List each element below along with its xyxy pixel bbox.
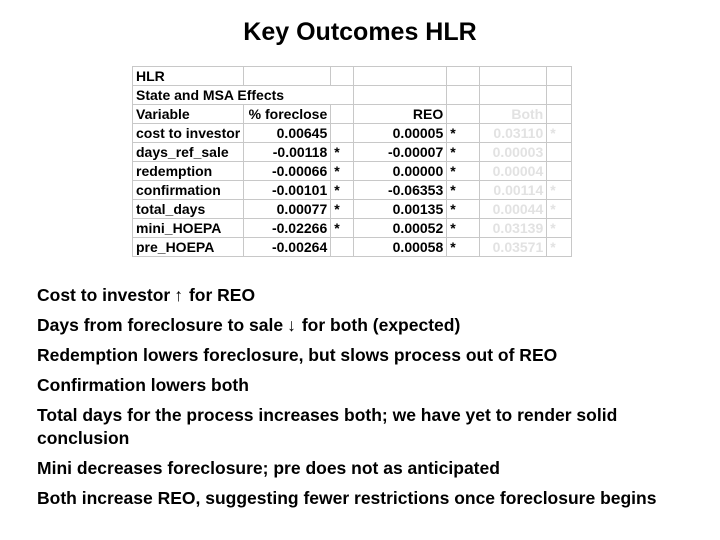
- row-both: 0.00114: [480, 181, 547, 200]
- row-both-star: *: [547, 200, 572, 219]
- row-foreclose-star: [331, 124, 354, 143]
- row-reo-star: *: [447, 219, 480, 238]
- findings-list: [37, 284, 707, 517]
- row-both: 0.03571: [480, 238, 547, 257]
- finding-both: Both increase REO, suggesting fewer restrictions once foreclosure begins: [37, 488, 657, 508]
- finding-text: Cost to investor: [37, 285, 171, 305]
- row-both: 0.00003: [480, 143, 547, 162]
- table-column-headers: [133, 105, 572, 124]
- row-both-star: *: [547, 238, 572, 257]
- row-reo: 0.00058: [354, 238, 447, 257]
- table-row: [133, 162, 572, 181]
- row-foreclose-star: [331, 238, 354, 257]
- results-table: [132, 66, 572, 257]
- finding-days: [37, 314, 707, 337]
- row-foreclose: -0.00118: [244, 143, 331, 162]
- row-reo-star: *: [447, 124, 480, 143]
- row-reo-star: *: [447, 200, 480, 219]
- finding-text: Days from foreclosure to sale: [37, 315, 284, 335]
- table-row: [133, 181, 572, 200]
- col-header-foreclose: % foreclose: [244, 105, 331, 124]
- row-reo-star: *: [447, 143, 480, 162]
- finding-text: for REO: [188, 285, 256, 305]
- row-both-star: *: [547, 181, 572, 200]
- row-both: 0.03139: [480, 219, 547, 238]
- row-both-star: [547, 162, 572, 181]
- table-row: [133, 143, 572, 162]
- row-variable: mini_HOEPA: [133, 219, 244, 238]
- finding-total-days: Total days for the process increases both; we have yet to render solid conclusion: [37, 405, 618, 448]
- row-reo: 0.00135: [354, 200, 447, 219]
- row-reo: -0.06353: [354, 181, 447, 200]
- row-both: 0.03110: [480, 124, 547, 143]
- table-row: [133, 124, 572, 143]
- row-both-star: [547, 143, 572, 162]
- col-header-reo: REO: [354, 105, 447, 124]
- row-foreclose: 0.00077: [244, 200, 331, 219]
- row-both: 0.00044: [480, 200, 547, 219]
- row-reo: -0.00007: [354, 143, 447, 162]
- up-arrow-icon: ↑: [174, 285, 183, 305]
- row-foreclose: -0.00264: [244, 238, 331, 257]
- table-header-effects: State and MSA Effects: [133, 86, 354, 105]
- table-row: [133, 200, 572, 219]
- down-arrow-icon: ↓: [287, 315, 296, 335]
- col-header-both: Both: [480, 105, 547, 124]
- row-foreclose-star: *: [331, 219, 354, 238]
- row-reo: 0.00000: [354, 162, 447, 181]
- finding-confirmation: Confirmation lowers both: [37, 375, 249, 395]
- row-variable: confirmation: [133, 181, 244, 200]
- row-foreclose: -0.02266: [244, 219, 331, 238]
- row-foreclose: -0.00101: [244, 181, 331, 200]
- row-variable: redemption: [133, 162, 244, 181]
- row-foreclose-star: *: [331, 200, 354, 219]
- slide-title: Key Outcomes HLR: [243, 18, 477, 46]
- row-both-star: *: [547, 219, 572, 238]
- table-header-hlr: HLR: [133, 67, 244, 86]
- row-foreclose-star: *: [331, 143, 354, 162]
- row-foreclose-star: *: [331, 162, 354, 181]
- table-header-row: [133, 86, 572, 105]
- finding-text: for both (expected): [301, 315, 461, 335]
- finding-mini-pre: Mini decreases foreclosure; pre does not as anticipated: [37, 458, 500, 478]
- table-header-row: [133, 67, 572, 86]
- row-reo-star: *: [447, 181, 480, 200]
- row-foreclose: -0.00066: [244, 162, 331, 181]
- row-foreclose-star: *: [331, 181, 354, 200]
- table-row: [133, 219, 572, 238]
- row-both-star: *: [547, 124, 572, 143]
- row-variable: pre_HOEPA: [133, 238, 244, 257]
- row-both: 0.00004: [480, 162, 547, 181]
- row-reo: 0.00005: [354, 124, 447, 143]
- row-reo-star: *: [447, 162, 480, 181]
- row-variable: days_ref_sale: [133, 143, 244, 162]
- table-row: [133, 238, 572, 257]
- row-variable: total_days: [133, 200, 244, 219]
- row-reo: 0.00052: [354, 219, 447, 238]
- row-foreclose: 0.00645: [244, 124, 331, 143]
- finding-cost: [37, 284, 707, 307]
- finding-redemption: Redemption lowers foreclosure, but slows process out of REO: [37, 345, 558, 365]
- col-header-variable: Variable: [133, 105, 244, 124]
- row-variable: cost to investor: [133, 124, 244, 143]
- row-reo-star: *: [447, 238, 480, 257]
